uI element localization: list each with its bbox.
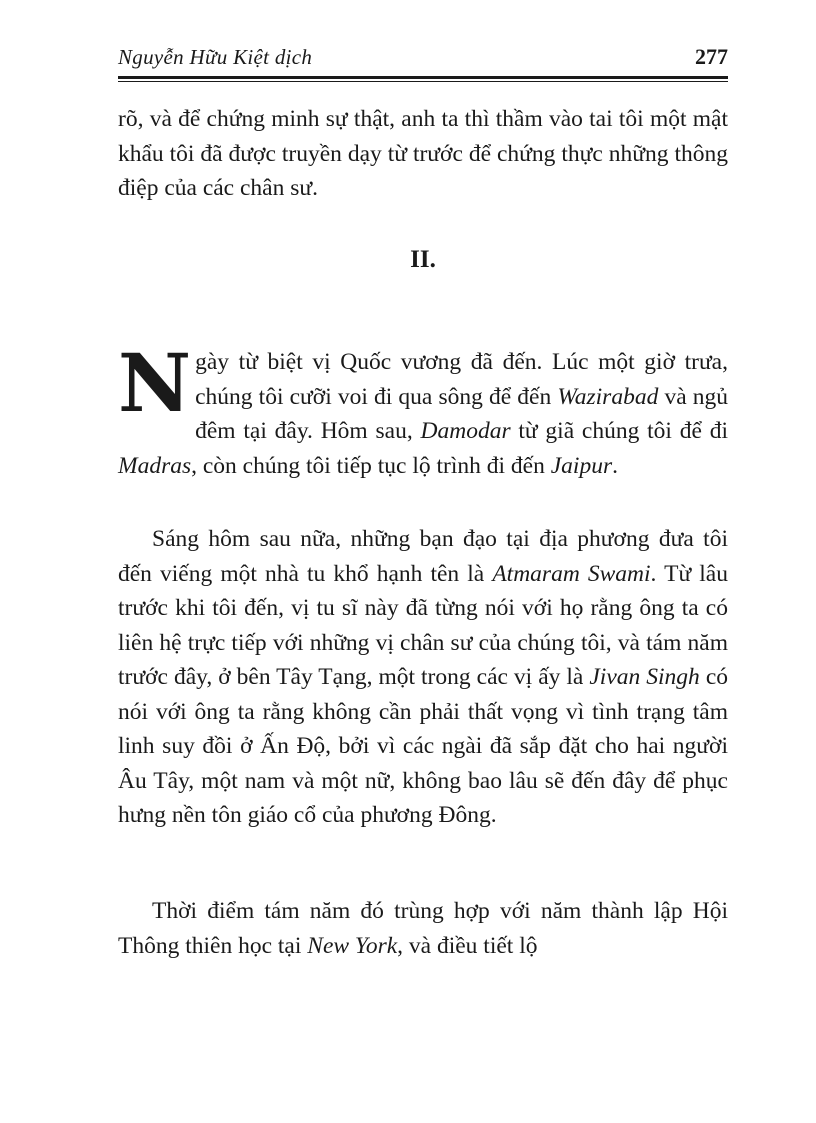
text-run: . Từ lâu trước khi tôi đến, vị tu sĩ này đã từng nói với họ rằng ông ta có liên hệ trực tiếp với những vị chân sư của chúng tôi, và tám năm trước đây, ở bên Tây Tạng, một trong các vị ấy là: [118, 560, 728, 690]
place-name: Jaipur: [550, 452, 613, 479]
text-run: từ giã chúng tôi để đi: [510, 418, 728, 444]
place-name: Wazirabad: [557, 383, 659, 410]
person-name: Jivan Singh: [589, 664, 700, 690]
paragraph-dropcap: [118, 336, 729, 483]
text-run: gày từ biệt vị Quốc vương đã đến. Lúc một giờ trưa, chúng tôi cưỡi voi đi qua sông để đến: [195, 349, 728, 410]
paragraph-continued: rõ, và để chứng minh sự thật, anh ta thì thầm vào tai tôi một mật khẩu tôi đã được truyền dạy từ trước để chứng thực những thông điệp của các chân sư.: [118, 106, 728, 201]
paragraph: [118, 894, 728, 963]
person-name: Damodar: [420, 418, 511, 444]
text-run: Thời điểm tám năm đó trùng hợp với năm thành lập Hội Thông thiên học tại: [118, 898, 728, 959]
book-page: [118, 0, 728, 1123]
text-run: .: [612, 452, 618, 479]
header-rule-thick: [118, 76, 728, 79]
header-author: Nguyễn Hữu Kiệt dịch: [118, 45, 313, 69]
text-run: Sáng hôm sau nữa, những bạn đạo tại địa phương đưa tôi đến viếng một nhà tu khổ hạnh tên là: [118, 526, 728, 587]
page-number: 277: [695, 44, 728, 69]
paragraph: [118, 522, 728, 833]
section-heading: II.: [410, 246, 436, 273]
header-rule-thin: [118, 81, 728, 82]
place-name: Madras: [118, 452, 192, 479]
dropcap-letter: N: [118, 336, 190, 430]
text-run: và ngủ đêm tại đây. Hôm sau,: [195, 383, 729, 444]
text-run: , và điều tiết lộ: [397, 932, 538, 959]
place-name: New York: [307, 932, 398, 959]
text-run: có nói với ông ta rằng không cần phải thất vọng vì tình trạng tâm linh suy đồi ở Ấn Độ, bởi vì các ngài đã sắp đặt cho hai người Âu Tây, một nam và một nữ, không bao lâu sẽ đến đây để phục hưng nền tôn giáo cổ của phương Đông.: [118, 664, 728, 828]
person-name: Atmaram Swami: [492, 560, 651, 587]
text-run: , còn chúng tôi tiếp tục lộ trình đi đến: [191, 452, 551, 479]
running-header: [118, 44, 728, 74]
